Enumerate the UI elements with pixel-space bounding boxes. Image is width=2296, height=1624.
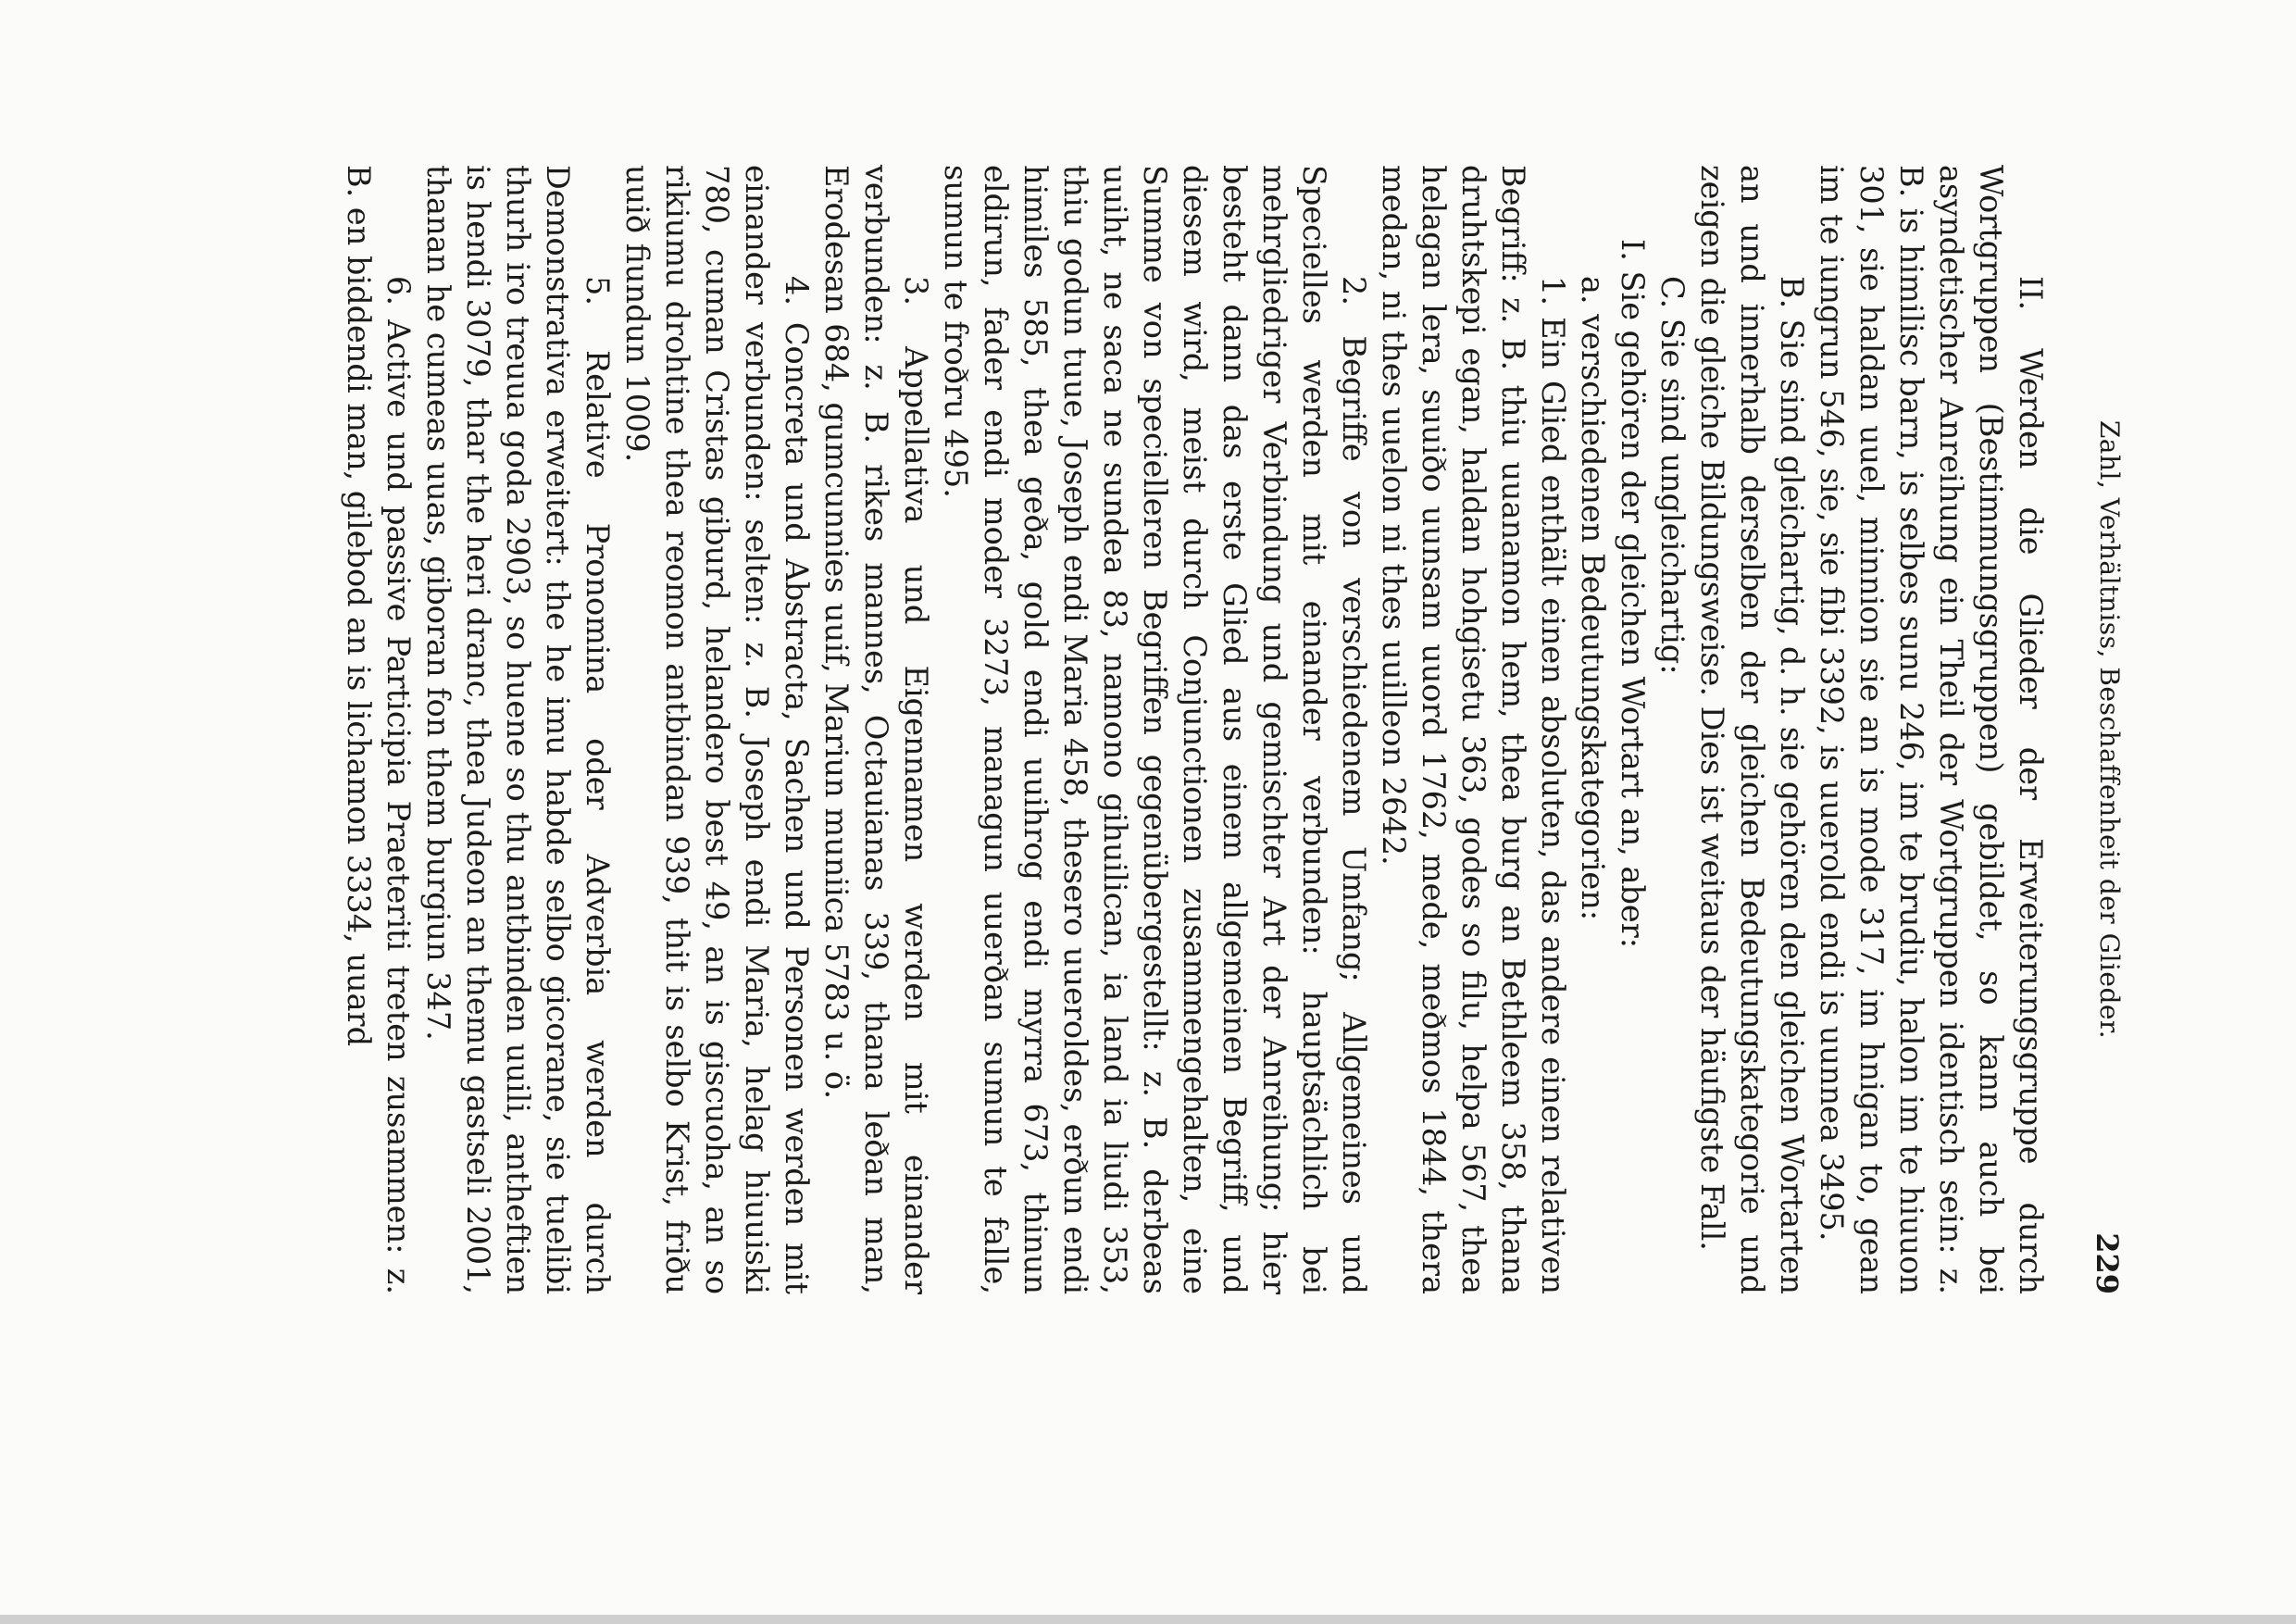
paragraph-a: a. verschiedenen Bedeutungskategorien: xyxy=(1575,276,1611,921)
page-header xyxy=(2088,165,2125,1294)
paragraph-4: 4. Concreta und Abstracta, Sachen und Personen werden mit einander verbunden: selten: z. B. Joseph endi Maria, helag hiuuiski 780, cuman Cristas giburd, helandero best 49, an is giscuoha, an so rikiumu drohtine thea reomon antbindan 939, thit is selbo Krist, friðu uuið fiundun 1009. xyxy=(619,165,815,1294)
running-head: Zahl, Verhältniss, Beschaffenheit der Glieder. xyxy=(2094,419,2125,1040)
paragraph-c: C. Sie sind ungleichartig: xyxy=(1654,276,1691,675)
paragraph-3: 3. Appellativa und Eigennamen werden mit einander verbunden: z. B. rikes mannes, Octauianas 339, thana leðan man, Erodesan 684, gumcunnies uuif, Mariun muniica 5783 u. ö. xyxy=(818,165,934,1294)
paragraph-i: I. Sie gehören der gleichen Wortart an, aber: xyxy=(1615,239,1651,949)
paragraph-ii: II. Werden die Glieder der Erweiterungsgruppe durch Wortgruppen (Bestimmungsgruppen) gebildet, so kann auch bei asyndetischer Anreihung ein Theil der Wortgruppen identisch sein: z. B. is himilisc barn, is selbes sunu 246, im te brudiu, halon im te hiuuon 301, sie haldan uuel, minnion sie an is mode 317, im hnigan to, gean im te iungrun 546, sie, sie fibi 3392, is uuerold endi is uunnea 3495. xyxy=(1814,165,2049,1294)
paragraph-2: 2. Begriffe von verschiedenem Umfang; Allgemeines und Specielles werden mit einander verbunden: hauptsächlich bei mehrgliedriger Verbindung und gemischter Art der Anreihung; hier besteht dann das erste Glied aus einem allgemeinen Begriff, und diesem wird, meist durch Conjunctionen zusammengehalten, eine Summe von specielleren Begriffen gegenübergestellt: z. B. derbeas uuiht, ne saca ne sundea 83, namono gihuilican, ia land ia liudi 353, thiu godun tuue, Joseph endi Maria 458, thesero uueroldes, erðun endi himiles 585, thea geða, gold endi uuihrog endi myrra 673, thinun eldirun, fader endi moder 3273, managun uuerðan sumun te falle, sumun te froðru 495. xyxy=(938,165,1372,1294)
paragraph-b: B. Sie sind gleichartig, d. h. sie gehören den gleichen Wortarten an und innerhalb derselben der gleichen Bedeutungskategorie und zeigen die gleiche Bildungsweise. Dies ist weitaus der häufigste Fall. xyxy=(1694,165,1810,1294)
scanner-edge xyxy=(0,1615,2296,1624)
body-text xyxy=(339,165,2051,1294)
paragraph-1: 1. Ein Glied enthält einen absoluten, das andere einen relativen Begriff: z. B. thiu uuanamon hem, thea burg an Bethleem 358, thana druhtskepi egan, haldan hohgisetu 363, godes so filu, helpa 567, thea helagan lera, suuiðo uunsam uuord 1762, mede, meðmos 1844, thera medan, ni thes uuelon ni thes uuilleon 2642. xyxy=(1376,165,1571,1294)
paragraph-6: 6. Active und passive Participia Praeteriti treten zusammen: z. B. en biddendi man, gilebod an is lichamon 3334, uuard xyxy=(341,165,417,1294)
rotated-book-page xyxy=(153,17,2152,1591)
paragraph-5: 5. Relative Pronomina oder Adverbia werden durch Demonstrativa erweitert: the he imu habde selbo gicorane, sie tuelibi thurh iro treuua goda 2903, so huene so thu antbinden uuili, antheftien is hendi 3079, thar the heri dranc, thea Judeon an themu gastseli 2001, thanan he cumeas uuas, giboran fon them burgiun 347. xyxy=(420,165,616,1294)
page-number: 229 xyxy=(2090,1232,2125,1294)
